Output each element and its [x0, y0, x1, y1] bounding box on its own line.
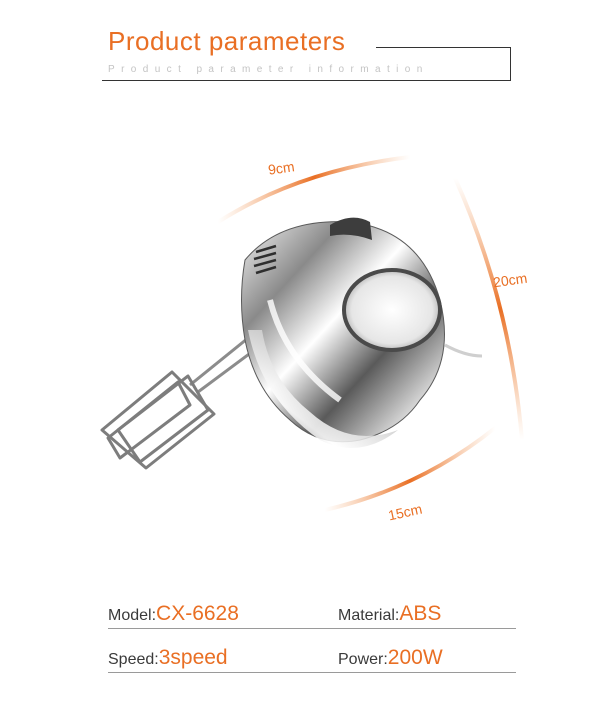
- power-cord: [445, 345, 482, 356]
- speed-value: 3speed: [158, 646, 228, 669]
- width-dimension-arc: [218, 157, 410, 222]
- model-label: Model:: [108, 607, 157, 624]
- width-label: 9cm: [267, 158, 296, 178]
- spec-speed: [108, 646, 228, 670]
- height-label: 20cm: [492, 269, 529, 291]
- handle-opening: [344, 270, 440, 350]
- spec-power: [338, 646, 443, 670]
- depth-label: 15cm: [386, 500, 424, 524]
- spec-model: [108, 602, 239, 626]
- beater-whisks: [102, 372, 214, 468]
- height-dimension-arc: [455, 178, 522, 440]
- power-label: Power:: [338, 651, 388, 668]
- material-value: ABS: [399, 602, 442, 625]
- page-subtitle: Product parameter information: [108, 64, 429, 75]
- page-title: Product parameters: [108, 26, 346, 56]
- material-label: Material:: [338, 607, 400, 624]
- spec-material: [338, 602, 441, 626]
- power-value: 200W: [387, 646, 443, 669]
- model-value: CX-6628: [156, 602, 239, 625]
- spec-row-model-material: [108, 602, 516, 629]
- spec-row-speed-power: [108, 646, 516, 673]
- speed-label: Speed:: [108, 651, 159, 668]
